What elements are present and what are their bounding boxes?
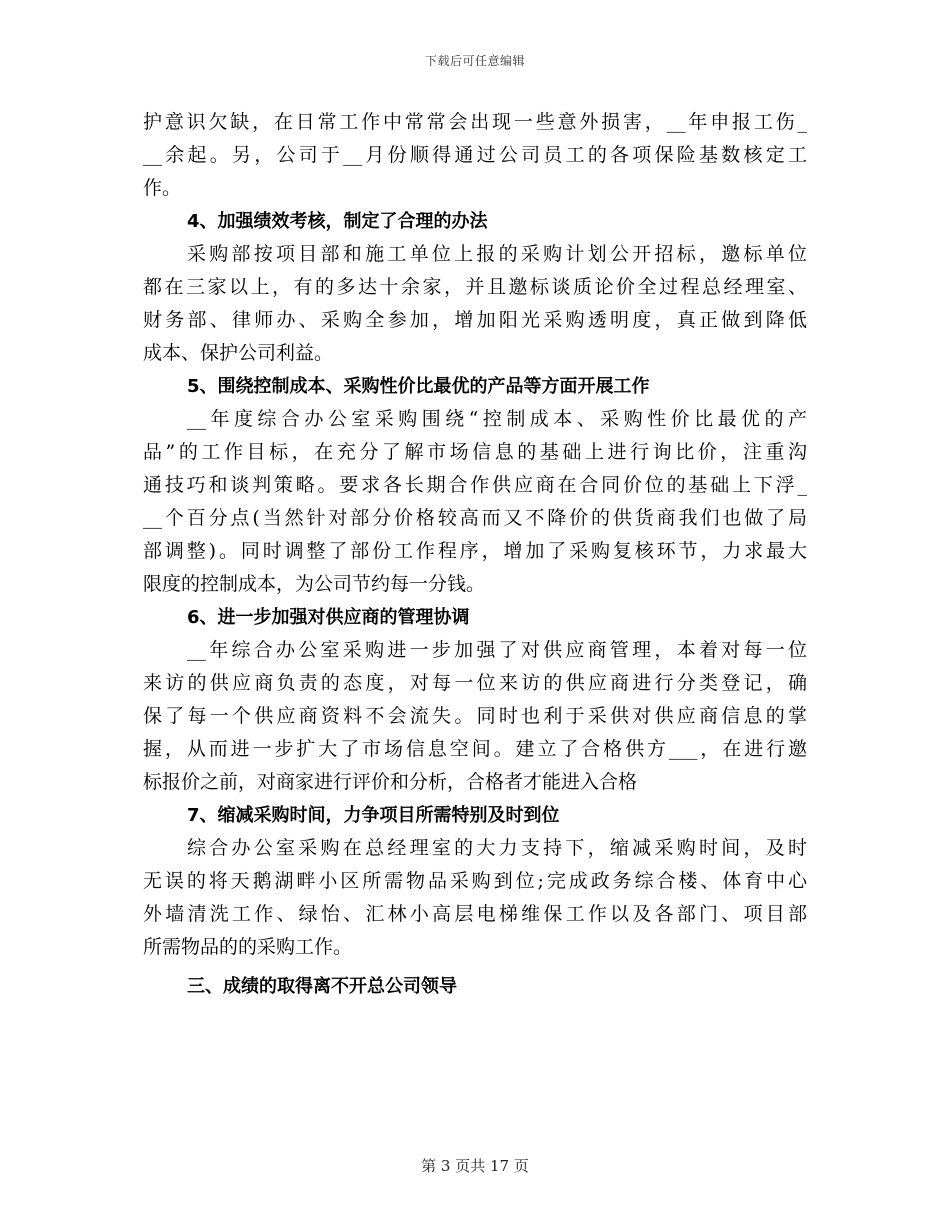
text-line: 外墙清洗工作、绿怡、汇林小高层电梯维保工作以及各部门、项目部 bbox=[143, 903, 807, 925]
text-line: 握，从而进一步扩大了市场信息空间。建立了合格供方___，在进行邀 bbox=[143, 738, 807, 760]
text-line: __年综合办公室采购进一步加强了对供应商管理，本着对每一位 bbox=[187, 639, 807, 661]
section-heading-7: 7、缩减采购时间，力争项目所需特别及时到位 bbox=[187, 805, 560, 826]
text-line: __年度综合办公室采购围绕“控制成本、采购性价比最优的产 bbox=[187, 408, 807, 430]
text-line: 成本、保护公司利益。 bbox=[143, 342, 334, 364]
text-line: 通技巧和谈判策略。要求各长期合作供应商在合同价位的基础上下浮_ bbox=[143, 474, 807, 496]
text-line: 采购部按项目部和施工单位上报的采购计划公开招标，邀标单位 bbox=[187, 243, 807, 265]
text-line: 护意识欠缺，在日常工作中常常会出现一些意外损害，__年申报工伤_ bbox=[143, 111, 807, 133]
paragraph-intro bbox=[143, 106, 807, 205]
paragraph-section-5 bbox=[143, 403, 807, 601]
section-heading-3: 三、成绩的取得离不开总公司领导 bbox=[187, 976, 457, 997]
text-line: 保了每一个供应商资料不会流失。同时也利于采供对供应商信息的掌 bbox=[143, 705, 807, 727]
paragraph-section-6 bbox=[143, 634, 807, 799]
paragraph-section-4 bbox=[143, 238, 807, 370]
text-line: 品”的工作目标，在充分了解市场信息的基础上进行询比价，注重沟 bbox=[143, 441, 807, 463]
document-body bbox=[143, 106, 807, 1003]
section-heading-5: 5、围绕控制成本、采购性价比最优的产品等方面开展工作 bbox=[187, 376, 650, 397]
text-line: 都在三家以上，有的多达十余家，并且邀标谈质论价全过程总经理室、 bbox=[143, 276, 807, 298]
section-heading-4: 4、加强绩效考核，制定了合理的办法 bbox=[187, 211, 488, 232]
text-line: 无误的将天鹅湖畔小区所需物品采购到位;完成政务综合楼、体育中心 bbox=[143, 870, 807, 892]
text-line: 综合办公室采购在总经理室的大力支持下，缩减采购时间，及时 bbox=[187, 837, 807, 859]
paragraph-section-7 bbox=[143, 832, 807, 964]
page-header-note: 下载后可任意编辑 bbox=[424, 54, 525, 68]
text-line: 部调整)。同时调整了部份工作程序，增加了采购复核环节，力求最大 bbox=[143, 540, 807, 562]
text-line: 所需物品的的采购工作。 bbox=[143, 936, 353, 958]
page-number-footer: 第 3 页共 17 页 bbox=[421, 1157, 529, 1175]
text-line: 作。 bbox=[143, 177, 182, 199]
text-line: 标报价之前，对商家进行评价和分析，合格者才能进入合格 bbox=[143, 771, 638, 793]
text-line: 来访的供应商负责的态度，对每一位来访的供应商进行分类登记，确 bbox=[143, 672, 807, 694]
text-line: 财务部、律师办、采购全参加，增加阳光采购透明度，真正做到降低 bbox=[143, 309, 807, 331]
section-heading-6: 6、进一步加强对供应商的管理协调 bbox=[187, 607, 470, 628]
text-line: __个百分点(当然针对部分价格较高而又不降价的供货商我们也做了局 bbox=[143, 507, 807, 529]
text-line: 限度的控制成本，为公司节约每一分钱。 bbox=[143, 573, 486, 595]
text-line: __余起。另，公司于__月份顺得通过公司员工的各项保险基数核定工 bbox=[143, 144, 807, 166]
